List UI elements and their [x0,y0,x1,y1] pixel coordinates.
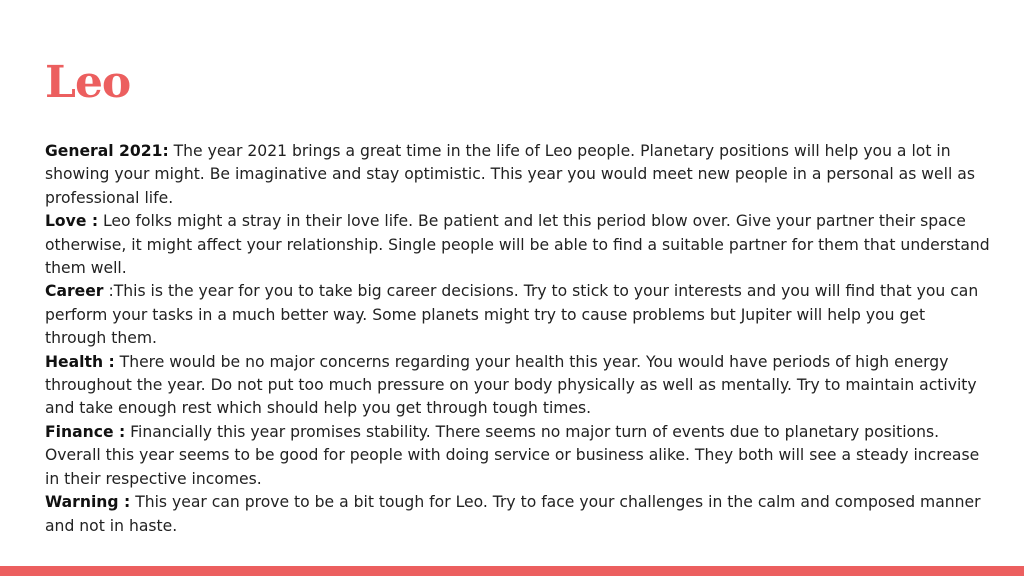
section-label: Love : [45,212,99,231]
section-career [45,280,990,350]
section-label: General 2021: [45,142,169,160]
section-text: :This is the year for you to take big career decisions. Try to stick to your interests and you will find that you can perform your tasks in a much better way. Some planets might try to cause problems but Jupiter will help you get through them. [45,282,979,348]
section-label: Career [45,282,104,301]
section-label: Warning : [45,493,131,512]
section-label: Health : [45,352,115,371]
section-text: The year 2021 brings a great time in the life of Leo people. Planetary positions will help you a lot in showing your might. Be imaginative and stay optimistic. This year you would meet new people in a personal as well as professional life. [45,142,975,207]
page-title: Leo [45,57,131,108]
section-text: Leo folks might a stray in their love life. Be patient and let this period blow over. Give your partner their space otherwise, it might affect your relationship. Single people will be able to find a suitable partner for them that understand them well. [45,212,990,278]
section-warning [45,491,990,538]
section-finance [45,421,990,491]
section-text: This year can prove to be a bit tough for Leo. Try to face your challenges in the calm and composed manner and not in haste. [45,493,981,535]
section-label: Finance : [45,422,126,441]
section-text: Financially this year promises stability. There seems no major turn of events due to planetary positions. Overall this year seems to be good for people with doing service or business alike. They both will see a steady increase in their respective incomes. [45,422,980,488]
bottom-accent-bar [0,566,1024,576]
section-text: There would be no major concerns regarding your health this year. You would have periods of high energy throughout the year. Do not put too much pressure on your body physically as well as mentally. Try to maintain activity and take enough rest which should help you get through tough times. [45,352,977,418]
content-body [45,140,990,538]
section-general [45,140,990,210]
section-health [45,351,990,421]
section-love [45,210,990,280]
